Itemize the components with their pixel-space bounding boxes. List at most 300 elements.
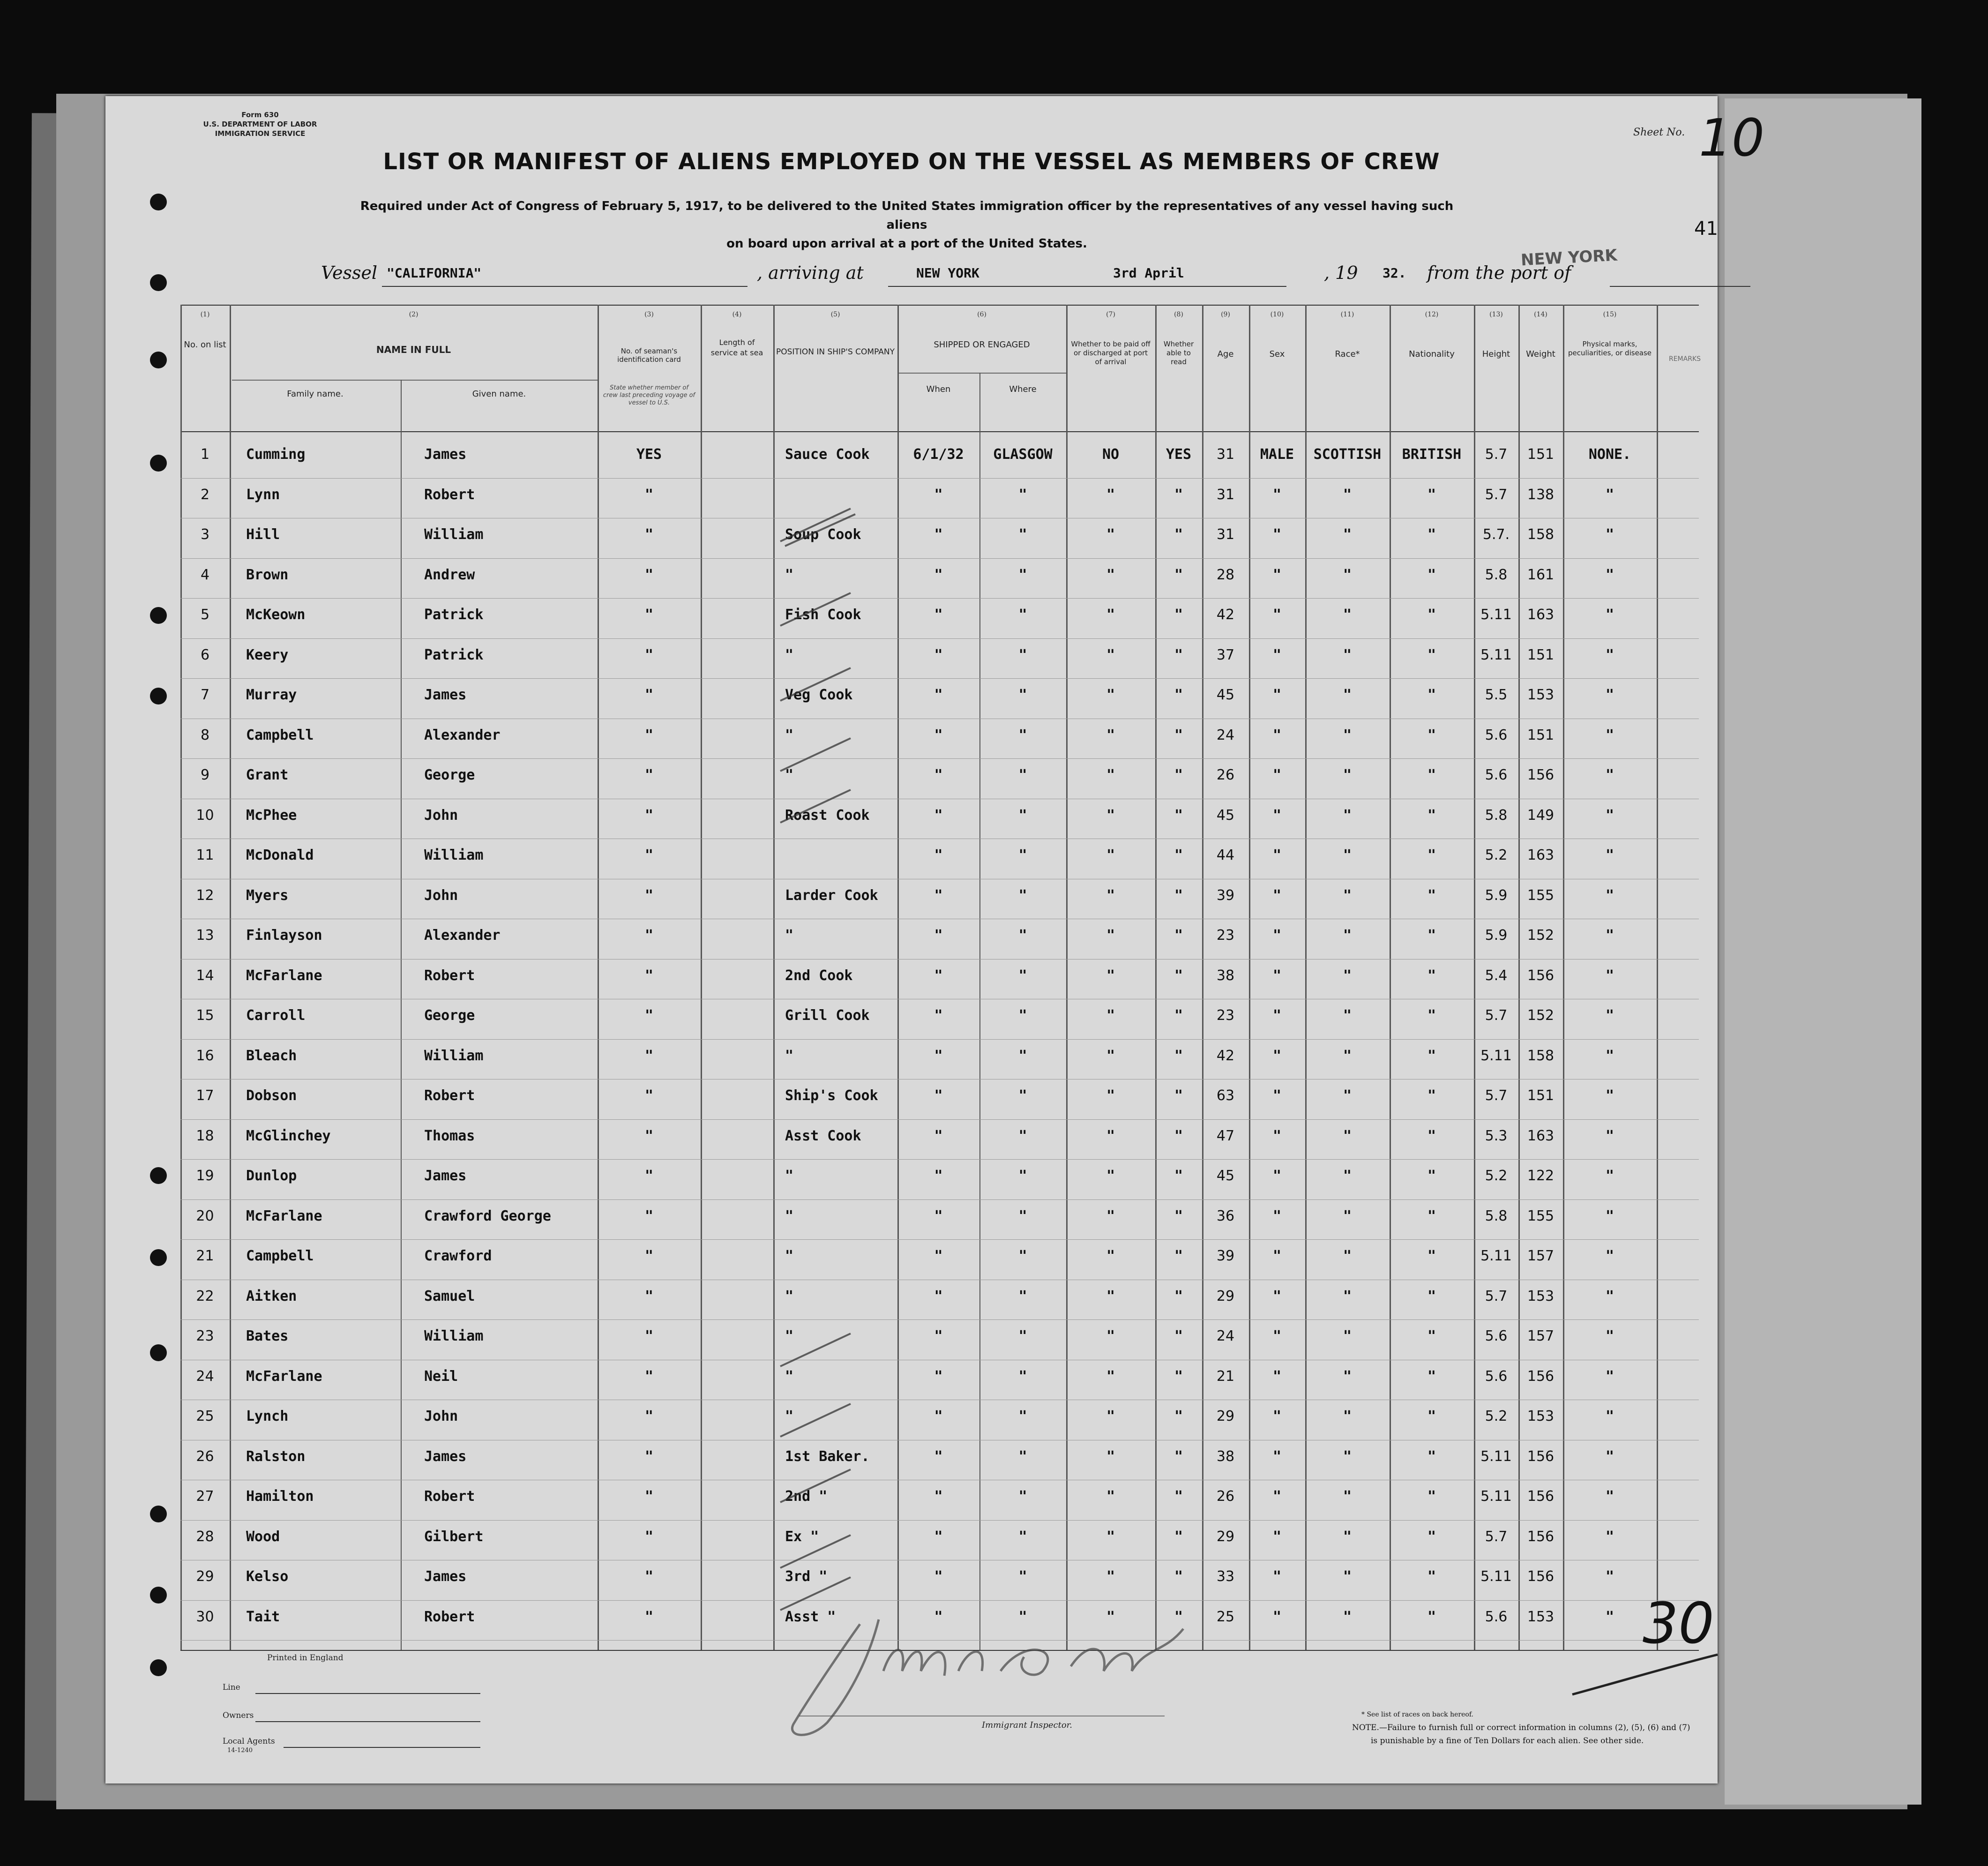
col-14-number: (14) xyxy=(1534,311,1547,318)
cell-read: " xyxy=(1174,887,1183,904)
cell-height: 5.8 xyxy=(1485,1207,1508,1224)
cell-no: 29 xyxy=(196,1568,214,1585)
cell-nationality: " xyxy=(1427,526,1436,543)
cell-nationality: " xyxy=(1427,1087,1436,1104)
cell-no: 20 xyxy=(196,1207,214,1224)
cell-nationality: " xyxy=(1427,767,1436,783)
col-11-header: Race* xyxy=(1335,349,1360,359)
cell-given: George xyxy=(424,1007,475,1024)
cell-given: Gilbert xyxy=(424,1528,484,1545)
cell-no: 17 xyxy=(196,1087,214,1104)
cell-nationality: " xyxy=(1427,1047,1436,1064)
arriving-label: , arriving at xyxy=(757,262,864,283)
cell-no: 6 xyxy=(200,646,210,663)
arrival-date: 3rd April xyxy=(1113,265,1184,281)
cell-paid-off: " xyxy=(1106,1007,1115,1024)
cell-marks: " xyxy=(1605,526,1614,543)
cell-weight: 153 xyxy=(1527,687,1555,703)
cell-age: 45 xyxy=(1216,1168,1235,1184)
cell-where: " xyxy=(1018,1488,1027,1505)
binder-hole xyxy=(150,194,167,210)
cell-position: Sauce Cook xyxy=(785,446,870,463)
cell-no: 10 xyxy=(196,807,214,824)
cell-no: 13 xyxy=(196,927,214,944)
cell-card: " xyxy=(644,607,654,623)
cell-no: 4 xyxy=(200,566,210,583)
cell-sex: " xyxy=(1272,807,1282,824)
cell-given: Thomas xyxy=(424,1127,475,1144)
cell-read: " xyxy=(1174,607,1183,623)
cell-when: " xyxy=(934,967,943,984)
col-2b-header: Given name. xyxy=(472,389,526,399)
cell-family: Bates xyxy=(246,1328,289,1344)
cell-read: " xyxy=(1174,1127,1183,1144)
cell-family: Keery xyxy=(246,646,289,663)
cell-position: " xyxy=(785,1047,794,1064)
cell-weight: 156 xyxy=(1527,1568,1555,1585)
name-sub-rule xyxy=(232,380,598,381)
cell-sex: " xyxy=(1272,847,1282,863)
cell-nationality: " xyxy=(1427,1488,1436,1505)
total-count: 30 xyxy=(1643,1591,1714,1656)
col-15-number: (15) xyxy=(1603,311,1617,318)
cell-card: " xyxy=(644,967,654,984)
cell-paid-off: " xyxy=(1106,1568,1115,1585)
cell-position: Fish Cook xyxy=(785,607,861,623)
cell-sex: " xyxy=(1272,1488,1282,1505)
cell-nationality: " xyxy=(1427,1207,1436,1224)
cell-where: " xyxy=(1018,687,1027,703)
cell-nationality: " xyxy=(1427,607,1436,623)
row-rule xyxy=(180,478,1699,479)
cell-read: " xyxy=(1174,1007,1183,1024)
cell-no: 26 xyxy=(196,1448,214,1465)
col-6-number: (6) xyxy=(977,311,987,318)
cell-when: " xyxy=(934,727,943,743)
cell-where: " xyxy=(1018,847,1027,863)
cell-when: " xyxy=(934,1448,943,1465)
cell-where: " xyxy=(1018,927,1027,944)
cell-paid-off: " xyxy=(1106,1448,1115,1465)
cell-position: " xyxy=(785,646,794,663)
cell-nationality: " xyxy=(1427,1288,1436,1304)
cell-card: " xyxy=(644,1248,654,1264)
owners-label: Owners xyxy=(223,1711,254,1720)
cell-age: 26 xyxy=(1216,767,1235,783)
cell-age: 47 xyxy=(1216,1127,1235,1144)
cell-given: James xyxy=(424,1448,467,1465)
cell-where: " xyxy=(1018,1408,1027,1424)
col-3-note: State whether member of crew last preceding voyage of vessel to U.S. xyxy=(603,384,695,406)
cell-family: McFarlane xyxy=(246,1368,322,1385)
cell-height: 5.7. xyxy=(1482,526,1510,543)
cell-sex: " xyxy=(1272,1448,1282,1465)
cell-height: 5.7 xyxy=(1485,1007,1508,1024)
cell-paid-off: " xyxy=(1106,526,1115,543)
binder-hole xyxy=(150,1659,167,1676)
cell-card: " xyxy=(644,566,654,583)
cell-no: 15 xyxy=(196,1007,214,1024)
cell-race: " xyxy=(1343,1288,1352,1304)
col-13-header: Height xyxy=(1482,349,1510,359)
cell-read: " xyxy=(1174,1528,1183,1545)
header-bottom-rule xyxy=(180,431,1699,432)
cell-sex: " xyxy=(1272,566,1282,583)
year-value: 32. xyxy=(1383,265,1406,281)
cell-when: " xyxy=(934,927,943,944)
col-2a-header: Family name. xyxy=(287,389,344,399)
cell-position: Asst " xyxy=(785,1608,836,1625)
cell-nationality: " xyxy=(1427,1608,1436,1625)
cell-read: " xyxy=(1174,687,1183,703)
cell-weight: 161 xyxy=(1527,566,1555,583)
page-number: 41 xyxy=(1694,218,1718,240)
cell-sex: " xyxy=(1272,687,1282,703)
sheet-no-label: Sheet No. xyxy=(1633,127,1685,138)
cell-card: " xyxy=(644,1568,654,1585)
cell-height: 5.8 xyxy=(1485,566,1508,583)
cell-no: 5 xyxy=(200,607,210,623)
cell-race: " xyxy=(1343,1047,1352,1064)
cell-given: Alexander xyxy=(424,927,501,944)
cell-race: " xyxy=(1343,1087,1352,1104)
row-rule xyxy=(180,758,1699,759)
cell-marks: " xyxy=(1605,807,1614,824)
cell-no: 27 xyxy=(196,1488,214,1505)
page-subtitle xyxy=(340,197,1474,253)
agents-underline xyxy=(284,1747,480,1748)
position-check-marks xyxy=(762,405,912,1634)
cell-sex: " xyxy=(1272,1007,1282,1024)
cell-age: 39 xyxy=(1216,887,1235,904)
cell-no: 2 xyxy=(200,486,210,503)
cell-given: James xyxy=(424,1568,467,1585)
cell-sex: " xyxy=(1272,767,1282,783)
row-rule xyxy=(180,1319,1699,1320)
col-10-header: Sex xyxy=(1269,349,1285,359)
from-underline xyxy=(1610,286,1750,287)
cell-no: 30 xyxy=(196,1608,214,1625)
cell-position: " xyxy=(785,1328,794,1344)
inspector-signature xyxy=(780,1591,1202,1746)
cell-when: " xyxy=(934,1528,943,1545)
cell-paid-off: " xyxy=(1106,1528,1115,1545)
cell-marks: " xyxy=(1605,887,1614,904)
cell-age: 31 xyxy=(1216,446,1235,463)
cell-given: Alexander xyxy=(424,727,501,743)
cell-sex: " xyxy=(1272,887,1282,904)
cell-weight: 156 xyxy=(1527,1528,1555,1545)
cell-position: " xyxy=(785,767,794,783)
cell-when: " xyxy=(934,687,943,703)
cell-position: 2nd " xyxy=(785,1488,828,1505)
cell-marks: " xyxy=(1605,1288,1614,1304)
cell-card: " xyxy=(644,1408,654,1424)
cell-read: " xyxy=(1174,1408,1183,1424)
date-underline xyxy=(1108,286,1286,287)
cell-nationality: " xyxy=(1427,1168,1436,1184)
col-10-number: (10) xyxy=(1270,311,1284,318)
cell-family: Dunlop xyxy=(246,1168,297,1184)
cell-age: 33 xyxy=(1216,1568,1235,1585)
cell-age: 31 xyxy=(1216,486,1235,503)
cell-marks: NONE. xyxy=(1588,446,1631,463)
cell-sex: " xyxy=(1272,1207,1282,1224)
cell-where: GLASGOW xyxy=(993,446,1053,463)
cell-no: 24 xyxy=(196,1368,214,1385)
cell-where: " xyxy=(1018,767,1027,783)
col-13-number: (13) xyxy=(1489,311,1503,318)
cell-read: " xyxy=(1174,847,1183,863)
cell-marks: " xyxy=(1605,727,1614,743)
service: IMMIGRATION SERVICE xyxy=(215,129,306,138)
cell-race: " xyxy=(1343,526,1352,543)
subtitle-line-2: on board upon arrival at a port of the United States. xyxy=(726,237,1087,251)
cell-card: " xyxy=(644,687,654,703)
cell-card: " xyxy=(644,1007,654,1024)
cell-nationality: " xyxy=(1427,927,1436,944)
cell-height: 5.5 xyxy=(1485,687,1508,703)
cell-given: James xyxy=(424,1168,467,1184)
cell-marks: " xyxy=(1605,1007,1614,1024)
cell-family: McFarlane xyxy=(246,967,322,984)
cell-weight: 151 xyxy=(1527,1087,1555,1104)
binder-hole xyxy=(150,455,167,472)
cell-no: 22 xyxy=(196,1288,214,1304)
cell-read: " xyxy=(1174,1568,1183,1585)
cell-family: Bleach xyxy=(246,1047,297,1064)
cell-position: 2nd Cook xyxy=(785,967,853,984)
cell-weight: 122 xyxy=(1527,1168,1555,1184)
cell-paid-off: NO xyxy=(1102,446,1120,463)
cell-race: " xyxy=(1343,1248,1352,1264)
subtitle-line-1: Required under Act of Congress of February 5, 1917, to be delivered to the United States immigration officer by the representatives of any vessel having such aliens xyxy=(360,199,1454,232)
cell-where: " xyxy=(1018,1368,1027,1385)
cell-race: " xyxy=(1343,687,1352,703)
cell-paid-off: " xyxy=(1106,646,1115,663)
cell-card: " xyxy=(644,1087,654,1104)
cell-no: 25 xyxy=(196,1408,214,1424)
cell-marks: " xyxy=(1605,646,1614,663)
cell-given: William xyxy=(424,1047,484,1064)
cell-family: Lynn xyxy=(246,486,280,503)
sheet-no-value: 10 xyxy=(1699,108,1764,168)
cell-marks: " xyxy=(1605,1448,1614,1465)
cell-card: YES xyxy=(636,446,662,463)
cell-family: Tait xyxy=(246,1608,280,1625)
cell-weight: 156 xyxy=(1527,967,1555,984)
cell-given: George xyxy=(424,767,475,783)
cell-marks: " xyxy=(1605,486,1614,503)
cell-where: " xyxy=(1018,1047,1027,1064)
cell-sex: " xyxy=(1272,1568,1282,1585)
cell-when: " xyxy=(934,887,943,904)
cell-read: " xyxy=(1174,526,1183,543)
cell-read: " xyxy=(1174,1207,1183,1224)
cell-nationality: " xyxy=(1427,1568,1436,1585)
col-9-number: (9) xyxy=(1221,311,1230,318)
port-underline xyxy=(888,286,1132,287)
from-port-stamp: NEW YORK xyxy=(1520,246,1618,270)
cell-paid-off: " xyxy=(1106,1087,1115,1104)
cell-age: 31 xyxy=(1216,526,1235,543)
cell-weight: 153 xyxy=(1527,1608,1555,1625)
vessel-line xyxy=(321,246,1755,291)
cell-weight: 152 xyxy=(1527,927,1555,944)
cell-paid-off: " xyxy=(1106,807,1115,824)
row-rule xyxy=(180,1239,1699,1240)
cell-given: John xyxy=(424,807,458,824)
cell-no: 28 xyxy=(196,1528,214,1545)
cell-marks: " xyxy=(1605,767,1614,783)
cell-nationality: " xyxy=(1427,887,1436,904)
cell-race: " xyxy=(1343,1007,1352,1024)
row-rule xyxy=(180,1520,1699,1521)
cell-where: " xyxy=(1018,1528,1027,1545)
cell-family: Brown xyxy=(246,566,289,583)
arriving-port: NEW YORK xyxy=(916,265,979,281)
cell-when: " xyxy=(934,1168,943,1184)
cell-marks: " xyxy=(1605,1328,1614,1344)
binder-hole xyxy=(150,274,167,291)
binder-hole xyxy=(150,1506,167,1522)
cell-when: " xyxy=(934,807,943,824)
cell-no: 11 xyxy=(196,847,214,863)
cell-where: " xyxy=(1018,646,1027,663)
cell-height: 5.11 xyxy=(1480,607,1512,623)
cell-given: James xyxy=(424,446,467,463)
cell-card: " xyxy=(644,727,654,743)
cell-paid-off: " xyxy=(1106,1368,1115,1385)
cell-paid-off: " xyxy=(1106,847,1115,863)
binder-hole xyxy=(150,1587,167,1604)
cell-given: John xyxy=(424,887,458,904)
inspector-label: Immigrant Inspector. xyxy=(982,1720,1073,1730)
col-7-number: (7) xyxy=(1106,311,1115,318)
cell-nationality: " xyxy=(1427,1328,1436,1344)
cell-when: " xyxy=(934,607,943,623)
cell-where: " xyxy=(1018,1207,1027,1224)
cell-race: " xyxy=(1343,1368,1352,1385)
cell-age: 45 xyxy=(1216,807,1235,824)
cell-no: 12 xyxy=(196,887,214,904)
binder-hole xyxy=(150,1249,167,1266)
cell-paid-off: " xyxy=(1106,687,1115,703)
cell-no: 23 xyxy=(196,1328,214,1344)
cell-height: 5.7 xyxy=(1485,1288,1508,1304)
cell-card: " xyxy=(644,646,654,663)
cell-no: 14 xyxy=(196,967,214,984)
cell-race: " xyxy=(1343,607,1352,623)
cell-where: " xyxy=(1018,807,1027,824)
binder-hole xyxy=(150,607,167,624)
row-rule xyxy=(180,1199,1699,1200)
cell-read: " xyxy=(1174,1328,1183,1344)
cell-paid-off: " xyxy=(1106,1168,1115,1184)
cell-family: Hamilton xyxy=(246,1488,314,1505)
cell-paid-off: " xyxy=(1106,967,1115,984)
cell-position: Veg Cook xyxy=(785,687,853,703)
cell-age: 42 xyxy=(1216,607,1235,623)
cell-card: " xyxy=(644,526,654,543)
cell-given: Robert xyxy=(424,967,475,984)
cell-age: 44 xyxy=(1216,847,1235,863)
cell-nationality: BRITISH xyxy=(1402,446,1462,463)
vessel-name: "CALIFORNIA" xyxy=(387,265,482,281)
cell-no: 19 xyxy=(196,1168,214,1184)
cell-race: " xyxy=(1343,767,1352,783)
cell-age: 29 xyxy=(1216,1408,1235,1424)
vessel-underline xyxy=(382,286,747,287)
cell-read: YES xyxy=(1166,446,1192,463)
cell-position: " xyxy=(785,1368,794,1385)
form-info xyxy=(162,110,359,138)
cell-marks: " xyxy=(1605,1207,1614,1224)
cell-paid-off: " xyxy=(1106,767,1115,783)
cell-race: " xyxy=(1343,1568,1352,1585)
cell-marks: " xyxy=(1605,1608,1614,1625)
cell-age: 21 xyxy=(1216,1368,1235,1385)
cell-sex: " xyxy=(1272,526,1282,543)
cell-family: Dobson xyxy=(246,1087,297,1104)
cell-paid-off: " xyxy=(1106,1408,1115,1424)
total-stroke xyxy=(1568,1652,1722,1699)
cell-read: " xyxy=(1174,967,1183,984)
cell-nationality: " xyxy=(1427,687,1436,703)
cell-family: Ralston xyxy=(246,1448,306,1465)
binder-hole xyxy=(150,1167,167,1184)
cell-family: Aitken xyxy=(246,1288,297,1304)
cell-card: " xyxy=(644,887,654,904)
cell-family: McGlinchey xyxy=(246,1127,331,1144)
cell-height: 5.2 xyxy=(1485,1408,1508,1424)
cell-weight: 157 xyxy=(1527,1248,1555,1264)
year-prefix: , 19 xyxy=(1324,262,1358,283)
cell-when: " xyxy=(934,526,943,543)
cell-where: " xyxy=(1018,1288,1027,1304)
col-15-header: Physical marks, peculiarities, or disease xyxy=(1568,340,1652,357)
cell-when: " xyxy=(934,1127,943,1144)
cell-sex: " xyxy=(1272,967,1282,984)
cell-when: " xyxy=(934,1488,943,1505)
cell-no: 3 xyxy=(200,526,210,543)
cell-where: " xyxy=(1018,1168,1027,1184)
cell-position: " xyxy=(785,1207,794,1224)
cell-race: " xyxy=(1343,1168,1352,1184)
cell-sex: " xyxy=(1272,1608,1282,1625)
cell-marks: " xyxy=(1605,1528,1614,1545)
cell-paid-off: " xyxy=(1106,1127,1115,1144)
cell-height: 5.9 xyxy=(1485,927,1508,944)
cell-sex: " xyxy=(1272,1087,1282,1104)
cell-weight: 158 xyxy=(1527,1047,1555,1064)
cell-height: 5.6 xyxy=(1485,1368,1508,1385)
cell-age: 28 xyxy=(1216,566,1235,583)
cell-family: Cumming xyxy=(246,446,306,463)
cell-height: 5.7 xyxy=(1485,446,1508,463)
line-underline xyxy=(255,1693,480,1694)
cell-nationality: " xyxy=(1427,1448,1436,1465)
cell-nationality: " xyxy=(1427,847,1436,863)
cell-family: Kelso xyxy=(246,1568,289,1585)
cell-when: " xyxy=(934,1047,943,1064)
cell-nationality: " xyxy=(1427,1408,1436,1424)
cell-weight: 158 xyxy=(1527,526,1555,543)
cell-given: Samuel xyxy=(424,1288,475,1304)
cell-card: " xyxy=(644,847,654,863)
cell-family: Myers xyxy=(246,887,289,904)
cell-card: " xyxy=(644,1127,654,1144)
